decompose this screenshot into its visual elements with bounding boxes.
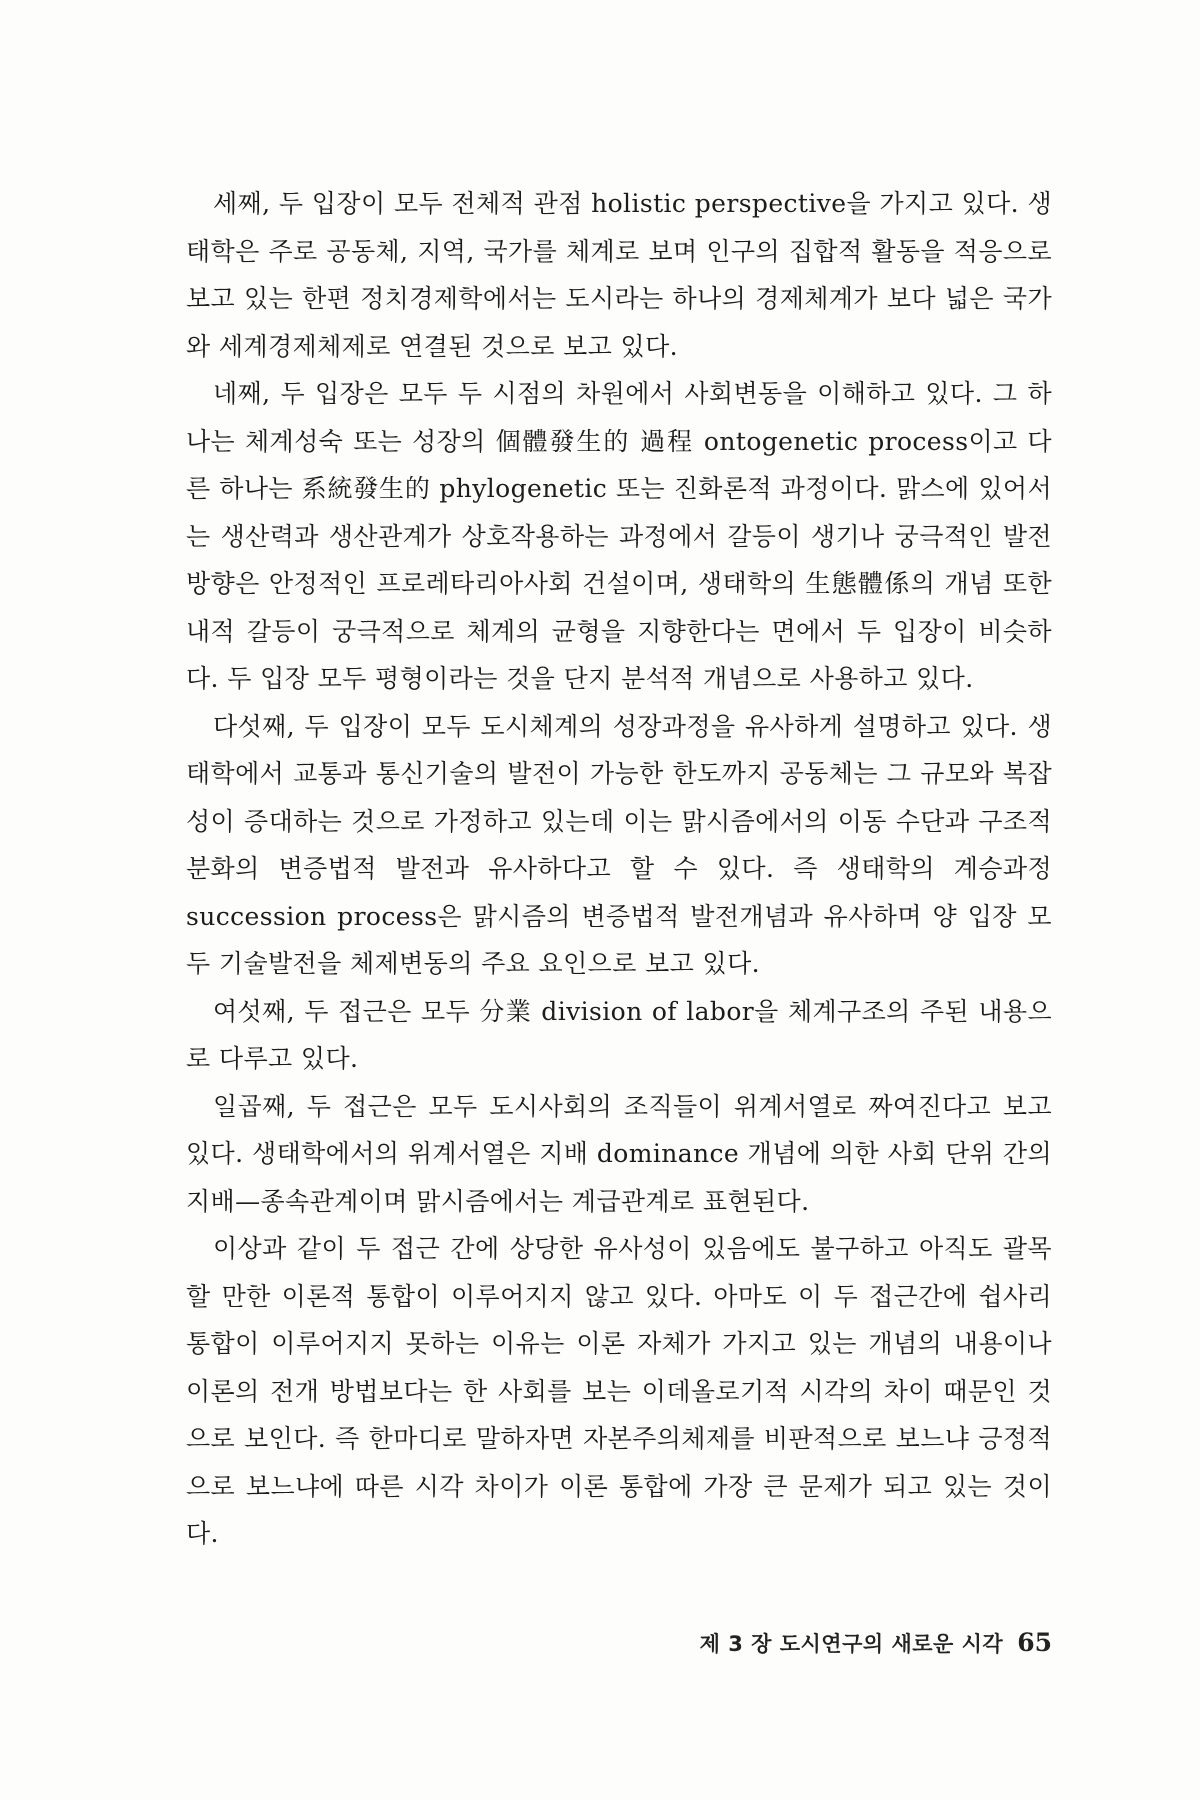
body-text xyxy=(186,180,1052,1558)
paragraph-seventh-similarity: 일곱째, 두 접근은 모두 도시사회의 조직들이 위계서열로 짜여진다고 보고 있다. 생태학에서의 위계서열은 지배 dominance 개념에 의한 사회 단위 간의 지배—종속관계이며 맑시즘에서는 계급관계로 표현된다. xyxy=(186,1091,1052,1216)
paragraph-fourth-similarity: 네째, 두 입장은 모두 두 시점의 차원에서 사회변동을 이해하고 있다. 그 하나는 체계성숙 또는 성장의 個體發生的 過程 ontogenetic process이고 다른 하나는 系統發生的 phylogenetic 또는 진화론적 과정이다. 맑스에 있어서는 생산력과 생산관계가 상호작용하는 과정에서 갈등이 생기나 궁극적인 발전 방향은 안정적인 프로레타리아사회 건설이며, 생태학의 生態體係의 개념 또한 내적 갈등이 궁극적으로 체계의 균형을 지향한다는 면에서 두 입장이 비슷하다. 두 입장 모두 평형이라는 것을 단지 분석적 개념으로 사용하고 있다. xyxy=(186,379,1052,693)
paragraph-fifth-similarity: 다섯째, 두 입장이 모두 도시체계의 성장과정을 유사하게 설명하고 있다. 생태학에서 교통과 통신기술의 발전이 가능한 한도까지 공동체는 그 규모와 복잡성이 증대하는 것으로 가정하고 있는데 이는 맑시즘에서의 이동 수단과 구조적 분화의 변증법적 발전과 유사하다고 할 수 있다. 즉 생태학의 계승과정 succession process은 맑시즘의 변증법적 발전개념과 유사하며 양 입장 모두 기술발전을 체제변동의 주요 요인으로 보고 있다. xyxy=(186,711,1052,978)
running-footer-chapter: 제 3 장 도시연구의 새로운 시각 xyxy=(699,1632,1004,1656)
paragraph-third-similarity: 세째, 두 입장이 모두 전체적 관점 holistic perspective을 가지고 있다. 생태학은 주로 공동체, 지역, 국가를 체계로 보며 인구의 집합적 활동을 적응으로 보고 있는 한편 정치경제학에서는 도시라는 하나의 경제체계가 보다 넓은 국가와 세계경제체제로 연결된 것으로 보고 있다. xyxy=(186,189,1052,361)
page-number: 65 xyxy=(1017,1628,1052,1657)
paragraph-conclusion: 이상과 같이 두 접근 간에 상당한 유사성이 있음에도 불구하고 아직도 괄목할 만한 이론적 통합이 이루어지지 않고 있다. 아마도 이 두 접근간에 쉽사리 통합이 이루어지지 못하는 이유는 이론 자체가 가지고 있는 개념의 내용이나 이론의 전개 방법보다는 한 사회를 보는 이데올로기적 시각의 차이 때문인 것으로 보인다. 즉 한마디로 말하자면 자본주의체제를 비판적으로 보느냐 긍정적으로 보느냐에 따른 시각 차이가 이론 통합에 가장 큰 문제가 되고 있는 것이다. xyxy=(186,1234,1052,1548)
page-footer xyxy=(700,1628,1052,1658)
paragraph-sixth-similarity: 여섯째, 두 접근은 모두 分業 division of labor을 체계구조의 주된 내용으로 다루고 있다. xyxy=(186,996,1052,1073)
